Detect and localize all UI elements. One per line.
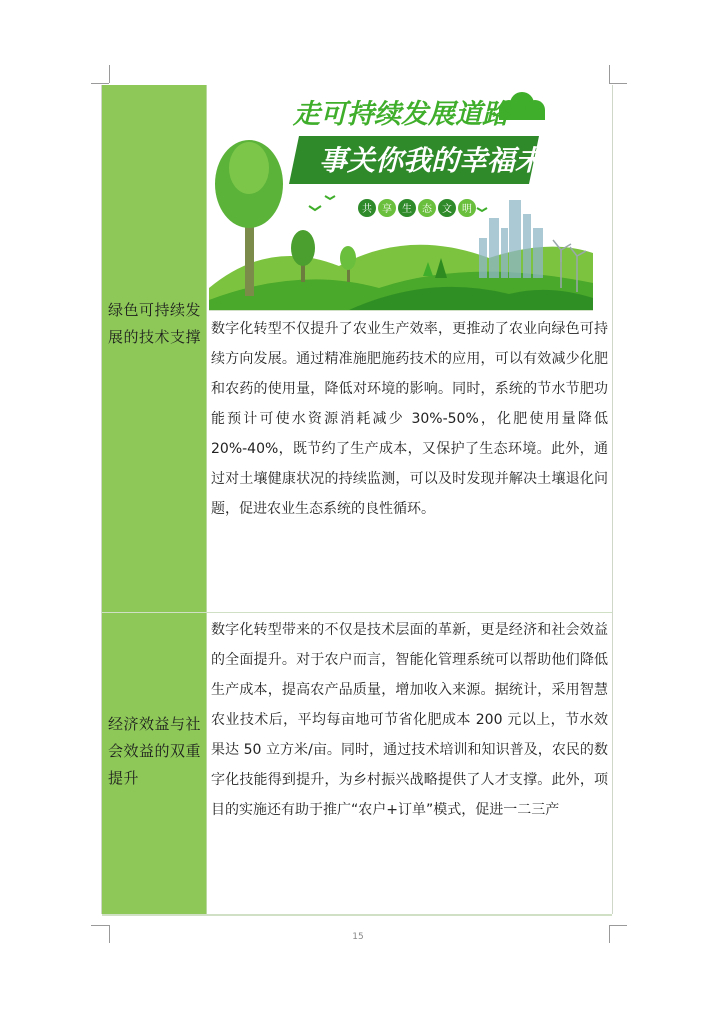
crop-mark (609, 83, 627, 84)
crop-mark (609, 925, 627, 926)
row-label-cell (102, 85, 207, 612)
sustainability-banner (209, 88, 593, 311)
badge: 文 (442, 204, 452, 215)
badge: 享 (382, 204, 392, 215)
crop-mark (91, 925, 109, 926)
row-label-cell (102, 613, 207, 914)
row-content-cell (207, 85, 612, 612)
badge: 态 (422, 204, 432, 215)
crop-mark (109, 65, 110, 83)
content-table (101, 85, 613, 914)
badge: 明 (462, 204, 472, 215)
badge: 共 (362, 204, 372, 215)
row-content-cell (207, 613, 612, 914)
table-row (102, 613, 612, 916)
crop-mark (609, 65, 610, 83)
row-label: 经济效益与社会效益的双重提升 (108, 715, 202, 787)
badge-row (358, 199, 476, 217)
page-number: 15 (352, 932, 364, 942)
badge: 生 (402, 204, 412, 215)
banner-subheadline: 事关你我的幸福未来 (319, 145, 572, 176)
banner-illustration (209, 88, 593, 310)
banner-headline: 走可持续发展道路 (293, 99, 509, 129)
table-row (102, 85, 612, 613)
crop-mark (91, 83, 109, 84)
row-body-text: 数字化转型不仅提升了农业生产效率，更推动了农业向绿色可持续方向发展。通过精准施肥施药技术的应用，可以有效减少化肥和农药的使用量，降低对环境的影响。同时，系统的节水节肥功能预计可使水资源消耗减少 30%-50%，化肥使用量降低 20%-40%，既节约了生产成本，又保护了生态环境。此外，通过对土壤健康状况的持续监测，可以及时发现并解决土壤退化问题，促进农业生态系统的良性循环。 (211, 321, 608, 517)
row-body-text: 数字化转型带来的不仅是技术层面的革新，更是经济和社会效益的全面提升。对于农户而言，智能化管理系统可以帮助他们降低生产成本，提高农产品质量，增加收入来源。据统计，采用智慧农业技术后，平均每亩地可节省化肥成本 200 元以上，节水效果达 50 立方米/亩。同时，通过技术培训和知识普及，农民的数字化技能得到提升，为乡村振兴战略提供了人才支撑。此外，项目的实施还有助于推广“农户+订单”模式，促进一二三产 (211, 622, 608, 818)
row-label: 绿色可持续发展的技术支撑 (108, 301, 202, 346)
